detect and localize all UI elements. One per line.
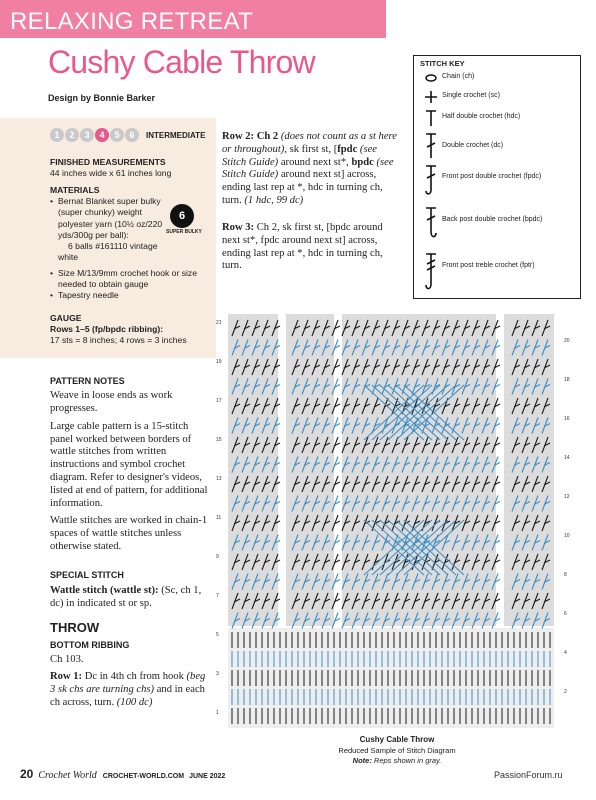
notes-heading: PATTERN NOTES [50,376,125,386]
skill-level-indicator [50,128,205,142]
row-number-left: 19 [216,359,222,365]
magazine-name: Crochet World [38,770,97,781]
special-text: Wattle stitch (wattle st): (Sc, ch 1, dc) in indicated st or sp. [50,585,202,609]
key-item-chain [420,69,580,89]
key-item-sc [420,88,580,108]
special-stitch [50,570,212,611]
key-item-hdc [420,108,580,128]
row-number-left: 17 [216,398,222,404]
material-yarn: • Bernat Blanket super bulky (super chunky) weight polyester yarn (10½ oz/220 yds/300g per ball): 6 balls #161110 vintage white [50,196,170,263]
t-icon [424,108,438,128]
designer-byline: Design by Bonnie Barker [48,93,156,103]
plus-icon [424,88,438,108]
material-needle: • Tapestry needle [50,290,212,301]
key-label-chain: Chain (ch) [442,73,475,80]
stitch-diagram [214,310,578,730]
row-number-left: 7 [216,593,219,599]
key-label-fptr: Front post treble crochet (fptr) [442,262,535,269]
gauge-rows: Rows 1–5 (fp/bpdc ribbing): [50,324,164,335]
note-3: Wattle stitches are worked in chain-1 spaces of wattle stitches unless otherwise stated. [50,515,208,552]
chain-instruction: Ch 103. [50,654,84,666]
yarn-weight-icon: 6 [170,204,194,228]
material-hook: • Size M/13/9mm crochet hook or size needed to obtain gauge [50,268,212,290]
row-1-instruction: Row 1: Dc in 4th ch from hook (beg 3 sk chs are turning chs) and in each ch across, turn. (100 dc) [50,671,206,708]
skill-dot-6: 6 [125,128,139,142]
row-number-left: 13 [216,476,222,482]
key-label-bpdc: Back post double crochet (bpdc) [442,216,543,223]
stitch-key-title: STITCH KEY [420,59,465,68]
diagram-note: Note: Reps shown in gray. [352,756,442,765]
measurements-text: 44 inches wide x 61 inches long [50,168,172,179]
material-yarn-amount: 6 balls #161110 vintage white [58,241,158,263]
skill-level-label: INTERMEDIATE [146,130,206,140]
page-footer [20,767,230,781]
row-number-right: 2 [564,689,567,695]
bottom-ribbing-heading: BOTTOM RIBBING [50,640,130,651]
yarn-weight-label: SUPER BULKY [166,229,202,235]
materials-section [50,185,170,263]
row-number-right: 14 [564,455,570,461]
section-label: RELAXING RETREAT [10,8,254,35]
measurements-section [50,157,212,179]
skill-dot-2: 2 [65,128,79,142]
ribbing-shade [228,628,554,728]
row-number-right: 18 [564,377,570,383]
row-number-right: 12 [564,494,570,500]
issue-date: JUNE 2022 [189,773,226,780]
throw-section [50,622,212,710]
measurements-heading: FINISHED MEASUREMENTS [50,157,166,167]
row-3-instruction: Row 3: Ch 2, sk first st, [bpdc around next st*, fpdc around next st] across, ending last rep at *, hdc in turning ch, turn. [222,222,383,272]
watermark: PassionForum.ru [494,770,563,780]
row-number-left: 21 [216,320,222,326]
note-1: Weave in loose ends as work progresses. [50,390,173,414]
key-item-fpdc [420,164,580,196]
row-number-left: 11 [216,515,222,521]
skill-dot-1: 1 [50,128,64,142]
gauge-section [50,313,212,347]
fptr-icon [424,252,438,292]
gauge-heading: GAUGE [50,313,82,323]
repeat-shade-3 [504,314,554,626]
row-2-instruction: Row 2: Ch 2 (does not count as a st here or throughout), sk first st, [fpdc (see Stitch Guide) around next st*, bpdc (see Stitch Guide) around next st] across, ending last rep at *, hdc in turning ch, turn. (1 hdc, 99 dc) [222,131,397,206]
key-label-dc: Double crochet (dc) [442,142,504,149]
row-number-left: 5 [216,632,219,638]
key-label-hdc: Half double crochet (hdc) [442,113,521,120]
key-label-fpdc: Front post double crochet (fpdc) [442,173,542,180]
row-number-left: 3 [216,671,219,677]
fpdc-icon [424,164,438,196]
diagram-subtitle: Reduced Sample of Stitch Diagram [338,746,456,755]
skill-dot-5: 5 [110,128,124,142]
note-2: Large cable pattern is a 15-stitch panel worked between borders of wattle stitches from written instructions and symbol crochet diagram. Refer to designer's videos, listed at end of pattern, for additional information. [50,420,208,509]
oval-icon [424,69,438,89]
dc-icon [424,132,438,160]
row-number-right: 6 [564,611,567,617]
row-number-right: 20 [564,338,570,344]
row-number-left: 1 [216,710,219,716]
key-item-fptr [420,252,580,292]
skill-dot-4: 4 [95,128,109,142]
stitch-key [413,55,581,299]
materials-heading: MATERIALS [50,185,100,195]
row-number-left: 9 [216,554,219,560]
key-item-dc [420,132,580,160]
bpdc-icon [424,206,438,240]
pattern-notes [50,376,212,554]
materials-list-rest [50,268,212,302]
gauge-text: 17 sts = 8 inches; 4 rows = 3 inches [50,335,187,346]
throw-heading: THROW [50,620,100,635]
page-title: Cushy Cable Throw [48,44,315,80]
magazine-website: CROCHET-WORLD.COM [102,773,185,780]
key-label-sc: Single crochet (sc) [442,92,500,99]
key-item-bpdc [420,206,580,240]
row-number-right: 10 [564,533,570,539]
page-number: 20 [20,767,34,781]
row-number-right: 4 [564,650,567,656]
section-banner [0,0,386,38]
row-number-right: 16 [564,416,570,422]
diagram-title: Cushy Cable Throw [359,735,435,744]
row-number-left: 15 [216,437,222,443]
skill-dot-3: 3 [80,128,94,142]
special-heading: SPECIAL STITCH [50,570,124,580]
row-number-right: 8 [564,572,567,578]
